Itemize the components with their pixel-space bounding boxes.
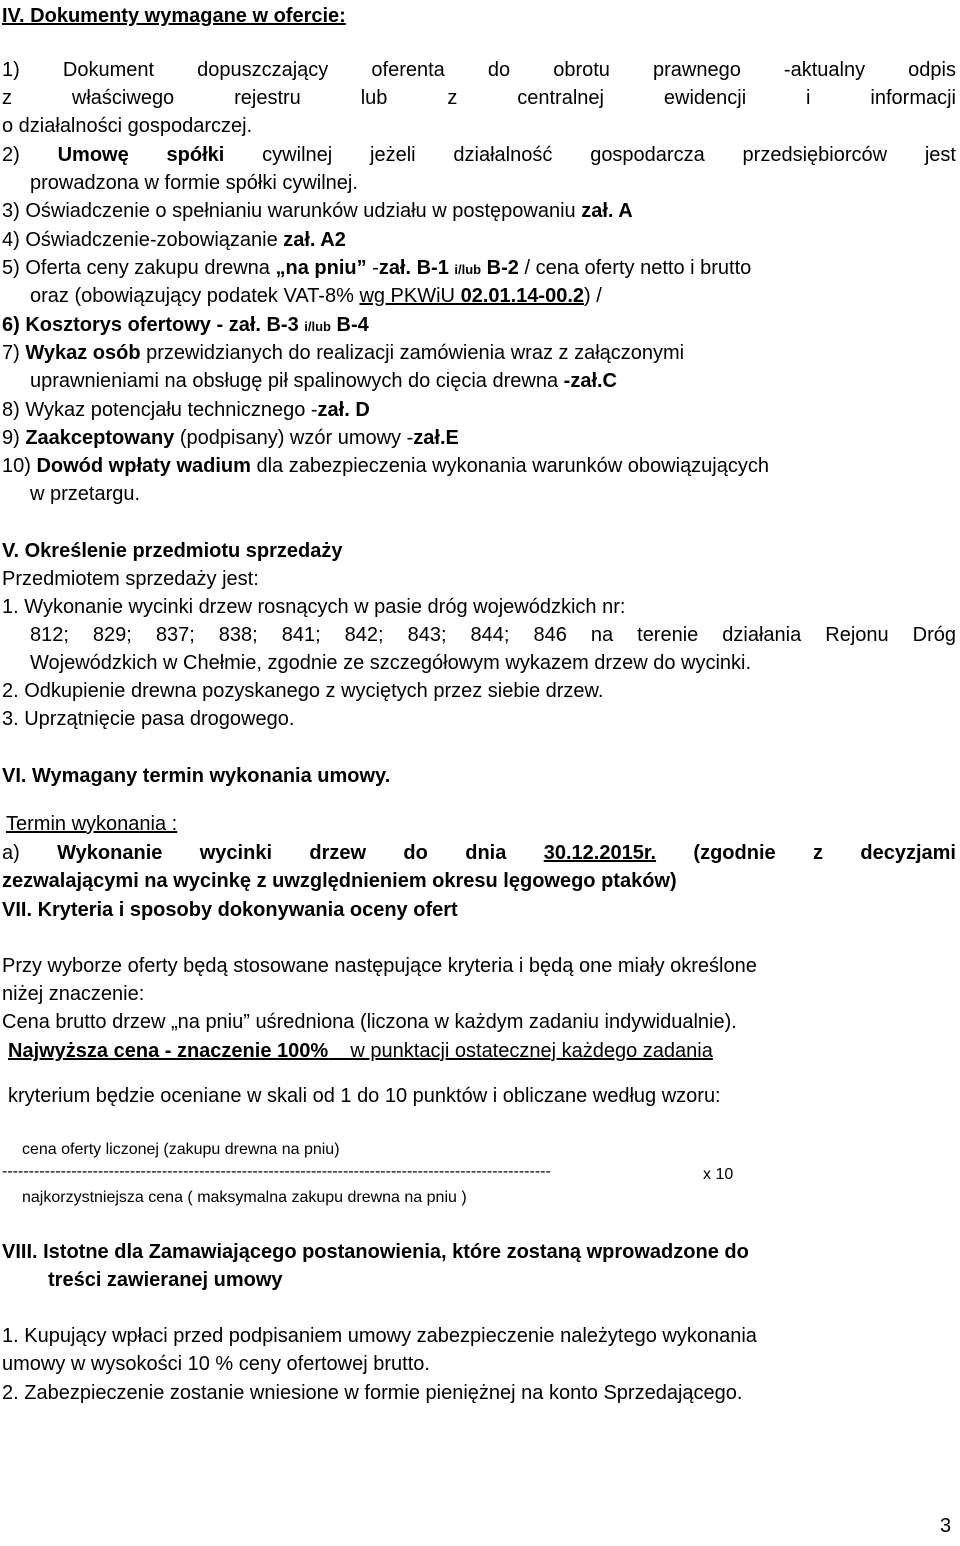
- section-v-intro: Przedmiotem sprzedaży jest:: [2, 568, 259, 590]
- item-1-line-3: o działalności gospodarczej.: [2, 115, 253, 137]
- subject-item-1: 1. Wykonanie wycinki drzew rosnących w pasie dróg wojewódzkich nr:: [2, 596, 626, 618]
- criteria-line-2: niżej znaczenie:: [2, 983, 145, 1005]
- section-iv-heading: IV. Dokumenty wymagane w ofercie:: [2, 5, 346, 27]
- item-10-line-1: 10) Dowód wpłaty wadium dla zabezpieczenia wykonania warunków obowiązujących: [2, 455, 769, 477]
- subject-item-2: 2. Odkupienie drewna pozyskanego z wyciętych przez siebie drzew.: [2, 680, 604, 702]
- formula-fraction-line: -------------------------------------------------------------------------------------------------------: [2, 1163, 551, 1180]
- termin-line-1: a) Wykonanie wycinki drzew do dnia 30.12.2015r. (zgodnie z decyzjami: [2, 842, 956, 864]
- contract-item-1-line-2: umowy w wysokości 10 % ceny ofertowej brutto.: [2, 1353, 430, 1375]
- section-vii-heading: VII. Kryteria i sposoby dokonywania oceny ofert: [2, 899, 458, 921]
- item-5-line-1: 5) Oferta ceny zakupu drewna „na pniu” -zał. B-1 i/lub B-2 / cena oferty netto i brutto: [2, 257, 752, 279]
- item-4: 4) Oświadczenie-zobowiązanie zał. A2: [2, 229, 346, 251]
- criteria-line-3: Cena brutto drzew „na pniu” uśredniona (liczona w każdym zadaniu indywidualnie).: [2, 1011, 737, 1033]
- contract-item-1: 1. Kupujący wpłaci przed podpisaniem umowy zabezpieczenie należytego wykonania: [2, 1325, 757, 1347]
- page-number: 3: [940, 1515, 952, 1537]
- formula-numerator: cena oferty liczonej (zakupu drewna na pniu): [22, 1141, 340, 1158]
- section-viii-heading: VIII. Istotne dla Zamawiającego postanowienia, które zostaną wprowadzone do: [2, 1241, 749, 1263]
- termin-line-2: zezwalającymi na wycinkę z uwzględnieniem okresu lęgowego ptaków): [2, 870, 677, 892]
- formula-denominator: najkorzystniejsza cena ( maksymalna zakupu drewna na pniu ): [22, 1189, 467, 1206]
- criteria-line-4: Najwyższa cena - znaczenie 100% w punktacji ostatecznej każdego zadania: [8, 1040, 713, 1062]
- section-v-heading: V. Określenie przedmiotu sprzedaży: [2, 540, 343, 562]
- formula-multiplier: x 10: [703, 1166, 734, 1183]
- item-1-line-2: z właściwego rejestru lub z centralnej ewidencji i informacji: [2, 87, 956, 109]
- item-9: 9) Zaakceptowany (podpisany) wzór umowy -zał.E: [2, 427, 459, 449]
- item-8: 8) Wykaz potencjału technicznego -zał. D: [2, 399, 370, 421]
- subject-item-3: 3. Uprzątnięcie pasa drogowego.: [2, 708, 295, 730]
- item-6: 6) Kosztorys ofertowy - zał. B-3 i/lub B-4: [2, 314, 369, 336]
- item-7-line-2: uprawnieniami na obsługę pił spalinowych do cięcia drewna -zał.C: [30, 370, 617, 392]
- item-7-line-1: 7) Wykaz osób przewidzianych do realizacji zamówienia wraz z załączonymi: [2, 342, 685, 364]
- item-3: 3) Oświadczenie o spełnianiu warunków udziału w postępowaniu zał. A: [2, 200, 633, 222]
- item-2-line-2: prowadzona w formie spółki cywilnej.: [30, 172, 358, 194]
- section-vi-heading: VI. Wymagany termin wykonania umowy.: [2, 765, 391, 787]
- termin-label: Termin wykonania :: [6, 813, 178, 835]
- item-5-line-2: oraz (obowiązujący podatek VAT-8% wg PKWiU 02.01.14-00.2) /: [30, 285, 602, 307]
- contract-item-2: 2. Zabezpieczenie zostanie wniesione w formie pieniężnej na konto Sprzedającego.: [2, 1382, 743, 1404]
- item-2-line-1: 2) Umowę spółki cywilnej jeżeli działalność gospodarcza przedsiębiorców jest: [2, 144, 956, 166]
- subject-item-1-line-2: 812; 829; 837; 838; 841; 842; 843; 844; 846 na terenie działania Rejonu Dróg: [30, 624, 956, 646]
- criteria-line-5: kryterium będzie oceniane w skali od 1 do 10 punktów i obliczane według wzoru:: [8, 1085, 721, 1107]
- criteria-line-1: Przy wyborze oferty będą stosowane następujące kryteria i będą one miały określone: [2, 955, 757, 977]
- subject-item-1-line-3: Wojewódzkich w Chełmie, zgodnie ze szczegółowym wykazem drzew do wycinki.: [30, 652, 752, 674]
- item-1-line-1: 1) Dokument dopuszczający oferenta do obrotu prawnego -aktualny odpis: [2, 59, 956, 81]
- section-viii-heading-line-2: treści zawieranej umowy: [48, 1269, 283, 1291]
- item-10-line-2: w przetargu.: [30, 483, 141, 505]
